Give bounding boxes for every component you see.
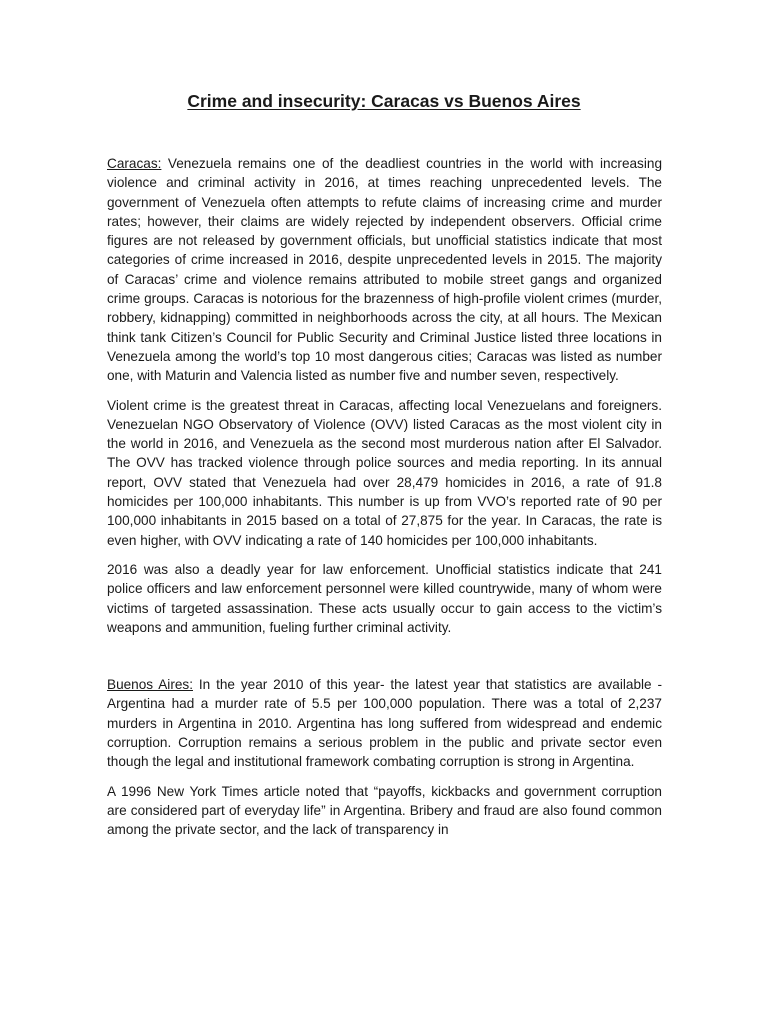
section-label-caracas: Caracas:	[107, 156, 162, 171]
paragraph-text: In the year 2010 of this year- the latest year that statistics are available - Argentina had a murder rate of 5.5 per 100,000 population. There was a total of 2,237 murders in Argentina in 2010. Argentina has long suffered from widespread and endemic corruption. Corruption remains a serious problem in the public and private sector even though the legal and institutional framework combating corruption is strong in Argentina.	[107, 677, 662, 770]
paragraph-law-enforcement: 2016 was also a deadly year for law enforcement. Unofficial statistics indicate that 241 police officers and law enforcement personnel were killed countrywide, many of whom were victims of targeted assassination. These acts usually occur to gain access to the victim’s weapons and ammunition, fueling further criminal activity.	[107, 561, 662, 635]
paragraph-buenos-aires-intro	[107, 675, 662, 771]
paragraph-violent-crime: Violent crime is the greatest threat in Caracas, affecting local Venezuelans and foreigners. Venezuelan NGO Observatory of Violence (OVV) listed Caracas as the most violent city in the world in 2016, and Venezuela as the second most murderous nation after El Salvador. The OVV has tracked violence through police sources and media reporting. In its annual report, OVV stated that Venezuela had over 28,479 homicides in 2016, a rate of 91.8 homicides per 100,000 inhabitants. This number is up from VVO’s reported rate of 90 per 100,000 inhabitants in 2015 based on a total of 27,875 for the year. In Caracas, the rate is even higher, with OVV indicating a rate of 140 homicides per 100,000 inhabitants.	[107, 397, 662, 548]
paragraph-caracas-intro	[107, 154, 662, 386]
document-title: Crime and insecurity: Caracas vs Buenos Aires	[187, 91, 581, 111]
document-body	[107, 154, 662, 850]
section-label-buenos-aires: Buenos Aires:	[107, 677, 193, 693]
paragraph-text: Venezuela remains one of the deadliest countries in the world with increasing violence and criminal activity in 2016, at times reaching unprecedented levels. The government of Venezuela often attempts to refute claims of increasing crime and murder rates; however, their claims are widely rejected by independent observers. Official crime figures are not released by government officials, but unofficial statistics indicate that most categories of crime increased in 2016, despite unprecedented levels in 2015. The majority of Caracas’ crime and violence remains attributed to mobile street gangs and organized crime groups. Caracas is notorious for the brazenness of high-profile violent crimes (murder, robbery, kidnapping) committed in neighborhoods across the city, at all hours. The Mexican think tank Citizen’s Council for Public Security and Criminal Justice listed three locations in Venezuela among the world’s top 10 most dangerous cities; Caracas was listed as number one, with Maturin and Valencia listed as number five and number seven, respectively.	[107, 156, 662, 384]
paragraph-new-york-times: A 1996 New York Times article noted that “payoffs, kickbacks and government corruption are considered part of everyday life” in Argentina. Bribery and fraud are also found common among the private sector, and the lack of transparency in	[107, 783, 662, 838]
